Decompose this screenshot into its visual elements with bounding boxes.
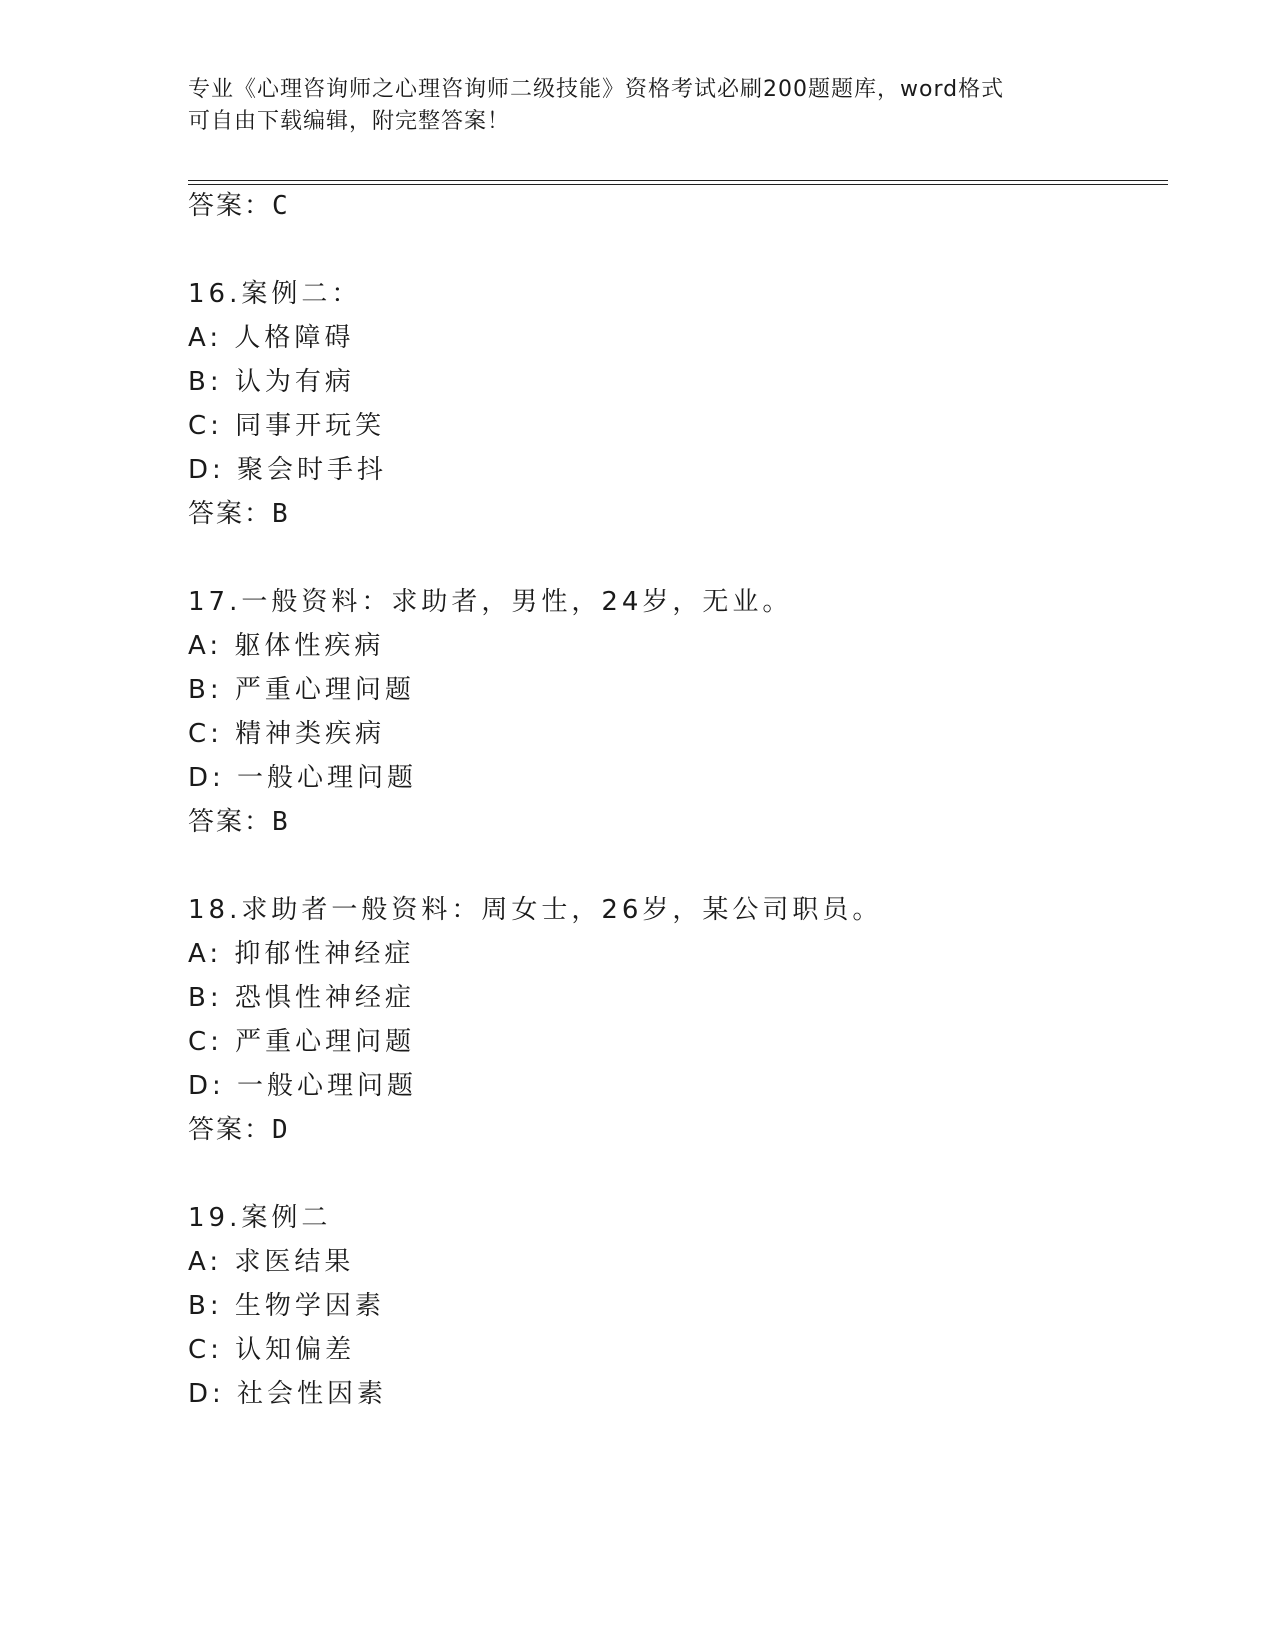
question-18-option-c: C: 严重心理问题 [188,1027,416,1057]
question-17-option-c: C: 精神类疾病 [188,719,386,749]
question-17-option-b: B: 严重心理问题 [188,675,415,705]
question-17-option-d: D: 一般心理问题 [188,763,418,793]
question-16-option-d: D: 聚会时手抖 [188,455,388,485]
question-16-option-b: B: 认为有病 [188,367,355,397]
previous-answer: 答案：C [188,191,290,221]
question-16-title: 16.案例二： [188,279,362,309]
question-17-answer: 答案：B [188,807,290,837]
question-19-title: 19.案例二 [188,1203,332,1233]
question-19-option-d: D: 社会性因素 [188,1379,388,1409]
question-18-option-b: B: 恐惧性神经症 [188,983,415,1013]
question-16-option-a: A: 人格障碍 [188,323,355,353]
header-rule-bottom [188,184,1168,185]
question-19-option-a: A: 求医结果 [188,1247,355,1277]
question-18-option-d: D: 一般心理问题 [188,1071,418,1101]
header-line-1: 专业《心理咨询师之心理咨询师二级技能》资格考试必刷200题题库，word格式 [188,77,1005,102]
header-rule-top [188,180,1168,181]
document-header [188,74,1088,138]
question-16-answer: 答案：B [188,499,290,529]
question-18-option-a: A: 抑郁性神经症 [188,939,415,969]
question-19-option-b: B: 生物学因素 [188,1291,385,1321]
question-16-option-c: C: 同事开玩笑 [188,411,386,441]
header-line-2: 可自由下载编辑，附完整答案！ [188,109,511,134]
question-18-answer: 答案：D [188,1115,290,1145]
question-18-title: 18.求助者一般资料：周女士，26岁，某公司职员。 [188,895,883,925]
question-17-option-a: A: 躯体性疾病 [188,631,385,661]
question-19-option-c: C: 认知偏差 [188,1335,356,1365]
question-17-title: 17.一般资料：求助者，男性，24岁，无业。 [188,587,793,617]
